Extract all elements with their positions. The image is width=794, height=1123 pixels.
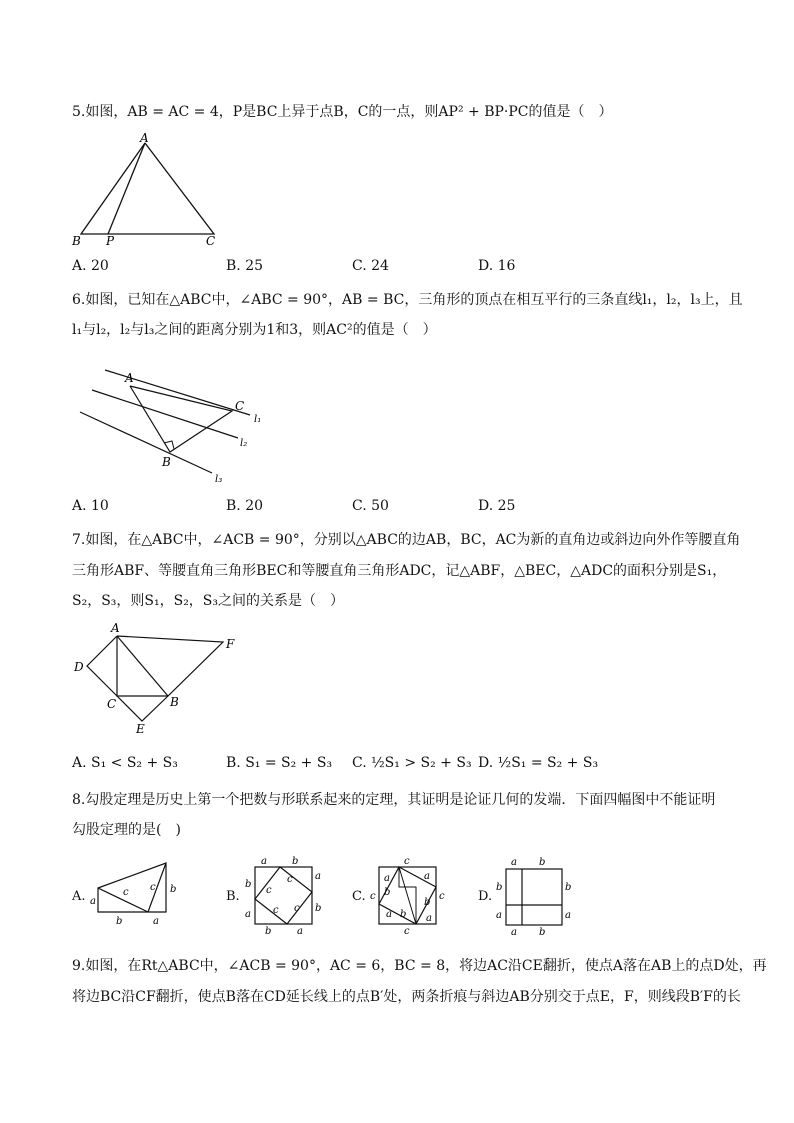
q5-label-a: A <box>140 131 149 145</box>
q8d-bottom-a: a <box>511 927 517 938</box>
q7-label-b: B <box>170 695 179 709</box>
q6-label-l1: l₁ <box>254 414 262 425</box>
q8c-left-c: c <box>370 891 376 902</box>
q7-option-a: A. S₁ < S₂ + S₃ <box>72 755 178 771</box>
q8b-inner-c1: c <box>287 874 293 885</box>
q8d-right-a: a <box>565 910 571 921</box>
q8-figure-a <box>86 855 186 925</box>
q6-option-a: A. 10 <box>72 498 109 514</box>
q7-option-c: C. ½S₁ > S₂ + S₃ <box>352 755 472 771</box>
q8c-in-a1: a <box>384 873 390 884</box>
q7-label-c: C <box>107 697 117 711</box>
q6-label-c: C <box>235 399 245 413</box>
q8d-bottom-b: b <box>539 927 546 938</box>
q7-option-d: D. ½S₁ = S₂ + S₃ <box>478 755 599 771</box>
q5-label-b: B <box>72 234 81 248</box>
q5-label-p: P <box>106 234 115 248</box>
q7-label-d: D <box>74 660 84 674</box>
q5-option-c: C. 24 <box>352 258 389 274</box>
q6-figure <box>80 360 280 485</box>
q6-label-a: A <box>125 371 134 385</box>
q8c-in-b1: b <box>384 887 391 898</box>
q5-option-a: A. 20 <box>72 258 109 274</box>
q8-line1: 8.勾股定理是历史上第一个把数与形联系起来的定理，其证明是论证几何的发端．下面四幅图中不能证明 <box>72 792 716 808</box>
q7-option-b: B. S₁ = S₂ + S₃ <box>226 755 333 771</box>
q5-option-d: D. 16 <box>478 258 516 274</box>
q8a-side-c1: c <box>123 887 129 898</box>
q8d-right-b: b <box>565 882 572 893</box>
q8c-in-a3: a <box>386 909 392 920</box>
q9-line1: 9.如图，在Rt△ABC中，∠ACB = 90°，AC = 6，BC = 8，将边AC沿CE翻折，使点A落在AB上的点D处，再 <box>72 958 767 974</box>
q6-option-b: B. 20 <box>226 498 264 514</box>
q6-option-d: D. 25 <box>478 498 516 514</box>
q8-letter-d: D. <box>478 889 493 904</box>
q8-figure-b <box>240 855 330 935</box>
q8b-bottom-a: a <box>297 926 303 937</box>
q8a-side-b2: b <box>170 884 177 895</box>
q8-figure-d <box>492 855 582 938</box>
q8c-in-b2: b <box>424 897 431 908</box>
q5-figure <box>70 131 230 248</box>
q8b-inner-c2: c <box>266 885 272 896</box>
q6-line1: 6.如图，已知在△ABC中，∠ABC = 90°，AB = BC，三角形的顶点在相互平行的三条直线l₁，l₂，l₃上，且 <box>72 292 743 308</box>
q8b-right-a: a <box>315 871 321 882</box>
q8a-side-c2: c <box>150 882 156 893</box>
q7-line1: 7.如图，在△ABC中，∠ACB = 90°，分别以△ABC的边AB，BC，AC为新的直角边或斜边向外作等腰直角 <box>72 532 741 548</box>
q8c-bottom-c: c <box>404 926 410 937</box>
q8b-inner-c3: c <box>294 903 300 914</box>
q8a-side-a2: a <box>153 916 159 927</box>
q6-label-l2: l₂ <box>240 438 248 449</box>
q5-label-c: C <box>206 234 216 248</box>
q8-figure-c <box>366 855 456 935</box>
q8c-top-c: c <box>404 856 410 867</box>
q8b-right-b: b <box>315 903 322 914</box>
q7-figure <box>70 622 250 737</box>
q8c-in-b3: b <box>400 909 407 920</box>
q8b-left-b: b <box>245 879 252 890</box>
q7-label-a: A <box>111 621 120 635</box>
q8b-inner-c4: c <box>273 905 279 916</box>
q8a-side-b1: b <box>116 916 123 927</box>
q8b-top-a: a <box>261 856 267 867</box>
q8c-in-a2: a <box>424 871 430 882</box>
q8b-left-a: a <box>245 909 251 920</box>
q5-text: 5.如图，AB = AC = 4，P是BC上异于点B，C的一点，则AP² + BP·PC的值是（ ） <box>72 104 613 120</box>
q8c-right-c: c <box>439 891 445 902</box>
q8d-top-a: a <box>511 857 517 868</box>
q7-line2: 三角形ABF、等腰直角三角形BEC和等腰直角三角形ADC，记△ABF，△BEC，△ADC的面积分别是S₁， <box>72 563 727 579</box>
q8d-left-a: a <box>496 910 502 921</box>
q8-letter-b: B. <box>226 889 240 904</box>
q8a-side-a1: a <box>90 896 96 907</box>
q7-label-f: F <box>226 637 235 651</box>
q5-option-b: B. 25 <box>226 258 264 274</box>
q6-option-c: C. 50 <box>352 498 389 514</box>
q6-line2: l₁与l₂，l₂与l₃之间的距离分别为1和3，则AC²的值是（ ） <box>72 322 437 338</box>
q7-line3: S₂，S₃，则S₁，S₂，S₃之间的关系是（ ） <box>72 593 345 609</box>
q7-label-e: E <box>136 722 145 736</box>
q6-label-b: B <box>162 455 171 469</box>
q8d-left-b: b <box>496 882 503 893</box>
q8d-top-b: b <box>539 857 546 868</box>
q8b-top-b: b <box>292 856 299 867</box>
q6-label-l3: l₃ <box>215 474 223 485</box>
q8-line2: 勾股定理的是( ) <box>72 822 181 838</box>
q8-letter-a: A. <box>72 889 86 904</box>
q8c-in-a4: a <box>426 913 432 924</box>
q9-line2: 将边BC沿CF翻折，使点B落在CD延长线上的点B′处，两条折痕与斜边AB分别交于点E，F，则线段B′F的长 <box>72 989 741 1005</box>
q8b-bottom-b: b <box>265 926 272 937</box>
q8-letter-c: C. <box>352 889 366 904</box>
